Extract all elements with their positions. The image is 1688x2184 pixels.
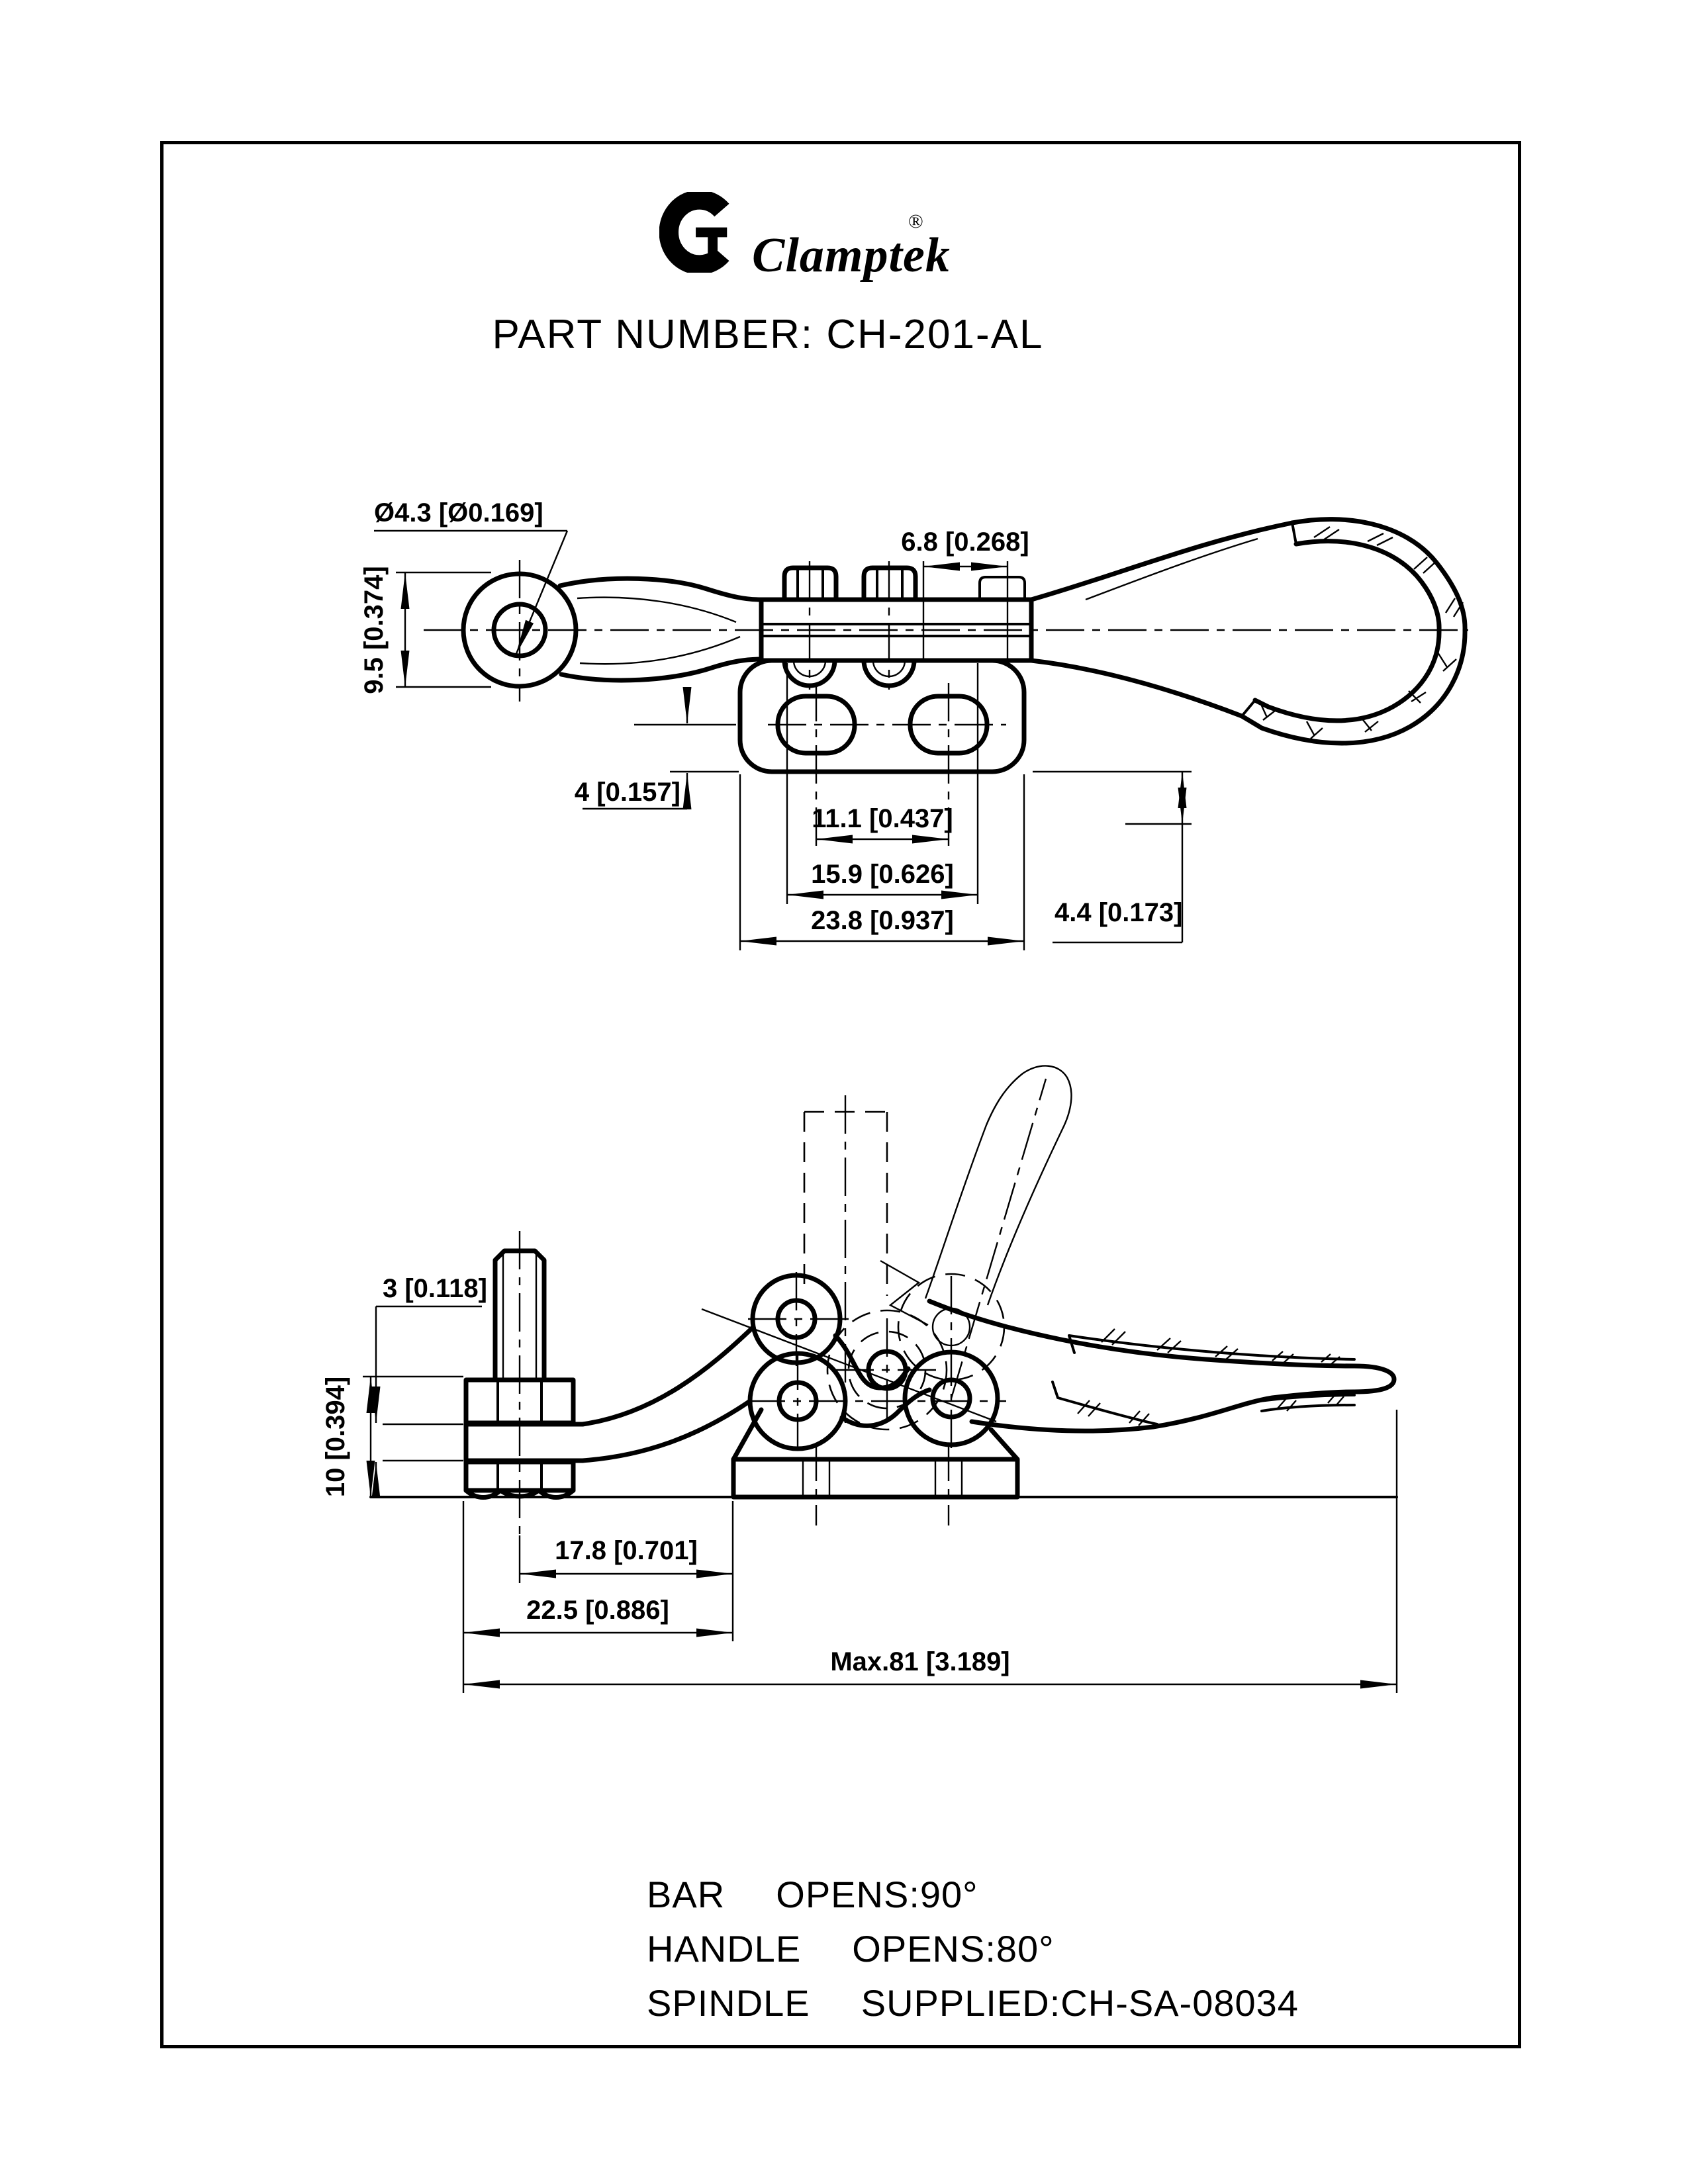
drawing-notes [647, 1868, 1299, 2030]
dim-slot-span: 15.9 [0.626] [811, 860, 954, 889]
note-handle-opens: HANDLE OPENS:80° [647, 1928, 1055, 1970]
dim-base-height: 10 [0.394] [321, 1376, 350, 1498]
dim-spindle-to-base: 17.8 [0.701] [555, 1536, 698, 1565]
dim-hole-edge: 4 [0.157] [574, 778, 680, 807]
side-view-drawing [371, 1066, 1397, 1535]
dim-hole-dia: Ø4.3 [Ø0.169] [374, 498, 543, 527]
dim-bar-thickness: 3 [0.118] [383, 1274, 487, 1303]
dim-left-span: 22.5 [0.886] [526, 1596, 669, 1625]
dim-handle-drop: 4.4 [0.173] [1055, 898, 1183, 927]
part-number: PART NUMBER: CH-201-AL [492, 312, 1044, 357]
note-bar-opens: BAR OPENS:90° [647, 1874, 978, 1915]
dim-hole-spacing: 11.1 [0.437] [812, 804, 953, 833]
brand-name: Clamptek [752, 228, 951, 283]
note-spindle-supplied: SPINDLE SUPPLIED:CH-SA-08034 [647, 1982, 1299, 2024]
dim-bar-width: 9.5 [0.374] [359, 566, 389, 694]
side-view-dimensions [321, 1274, 1397, 1693]
dim-base-length: 23.8 [0.937] [811, 906, 954, 935]
dim-slot-width: 6.8 [0.268] [901, 527, 1029, 557]
dim-max-length: Max.81 [3.189] [830, 1647, 1010, 1676]
registered-mark: ® [908, 210, 923, 232]
